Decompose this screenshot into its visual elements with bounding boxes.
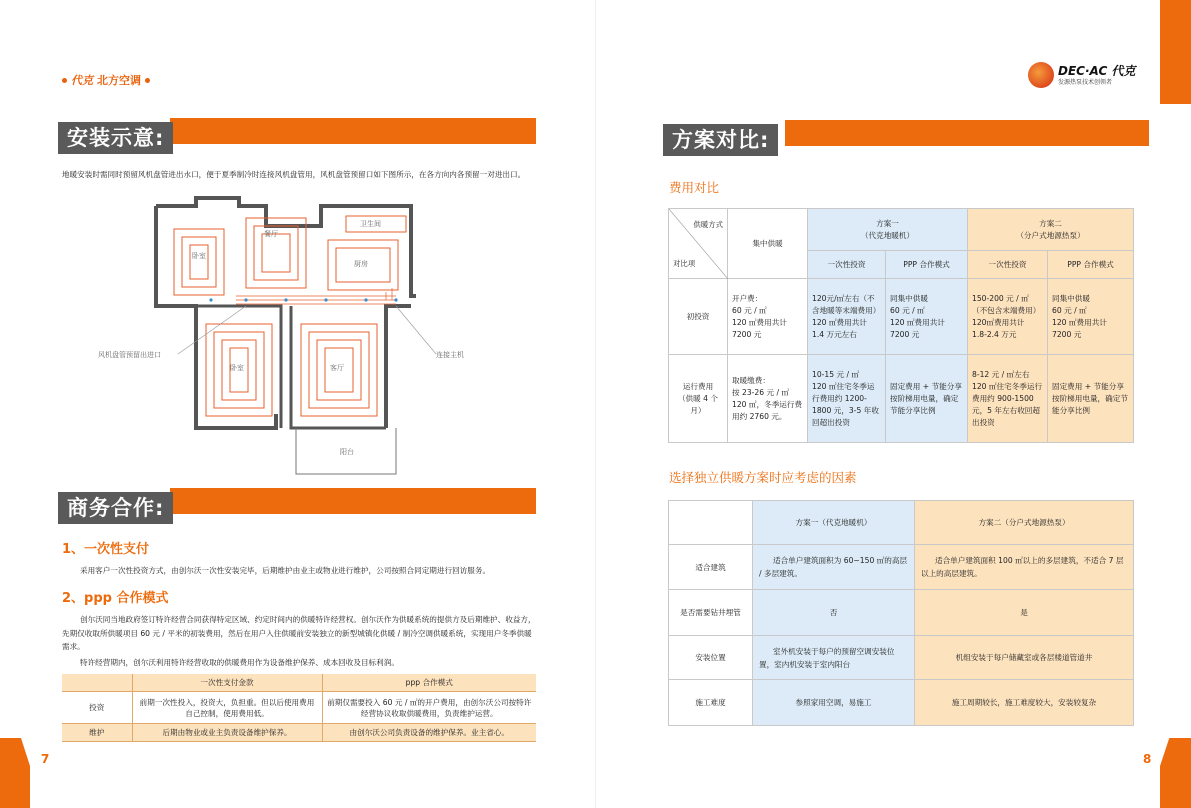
plan2-sub: （分户式地源热泵） (1016, 230, 1085, 240)
table-cell: 前期一次性投入，投资大，负担重。但以后使用费用自己控制，使用费用低。 (132, 692, 322, 724)
corner-top-label: 供暖方式 (693, 220, 723, 229)
section2-text-b: 特许经营期内，创尔沃利用特许经营收取的供暖费用作为设备维护保养、成本回收及目标利润。 (80, 658, 399, 667)
table-cell: 同集中供暖 60 元 / ㎡ 120 ㎡费用共计 7200 元 (886, 279, 968, 355)
brand-name: 代克 (71, 74, 93, 87)
table-row (669, 680, 1134, 726)
outlet-label: 风机盘管预留出进口 (98, 351, 161, 359)
floor-plan-diagram (96, 196, 536, 478)
table-cell: 施工周期较长，施工难度较大，安装较复杂 (915, 680, 1134, 726)
row-label-main: 运行费用 (682, 381, 714, 391)
install-title: 安装示意: (58, 122, 173, 154)
table-row (669, 355, 1134, 443)
table-cell: 参照家用空调，易施工 (753, 680, 915, 726)
plan1-header (808, 209, 968, 251)
table-cell: 固定费用 + 节能分享 按阶梯用电量，确定节能分享比例 (1048, 355, 1134, 443)
table-cell: 120元/㎡左右（不含地暖等末端费用） 120 ㎡费用共计 1.4 万元左右 (808, 279, 886, 355)
table-header-cell: 方案一（代克地暖机） (753, 501, 915, 545)
globe-logo-icon (1028, 62, 1054, 88)
host-label: 连接主机 (436, 351, 464, 359)
row-label: 初投资 (669, 279, 728, 355)
section2-text-a: 创尔沃同当地政府签订特许经营合同获得特定区域、约定时间内的供暖特许经营权。创尔沃作为供暖系统的提供方及后期维护、收益方，先期仅收取所供暖项目 60 元 / 平米的初装费用，然后在用户入住供暖前安装独立的新型城镇化供暖 / 制冷空调供暖系统，实现用户冬季供暖需求。 (62, 615, 536, 651)
biz-title: 商务合作: (58, 492, 173, 524)
table-cell: 适合单户建筑面积 100 ㎡以上的多层建筑，不适合 7 层以上的高层建筑。 (915, 545, 1134, 590)
wall-top (156, 198, 416, 296)
section1-title: 1、一次性支付 (62, 542, 150, 557)
table-row (669, 545, 1134, 590)
biz-heading (58, 488, 536, 524)
install-description: 地暖安装时需同时预留风机盘管进出水口，便于夏季制冷时连接风机盘管用，风机盘管预留口如下图所示，在各方向内各预留一对进出口。 (62, 170, 526, 179)
left-corner-tab (0, 738, 30, 808)
table-header-cell: 方案二（分户式地源热泵） (915, 501, 1134, 545)
table-row (669, 636, 1134, 680)
host-leader-line (396, 306, 436, 354)
plan1-sub: （代克地暖机） (860, 230, 915, 240)
table-header-cell (62, 674, 132, 692)
table-header-cell (669, 501, 753, 545)
table-row (669, 590, 1134, 636)
factors-title: 选择独立供暖方案时应考虑的因素 (669, 470, 857, 485)
row-label (669, 355, 728, 443)
table-cell: 否 (753, 590, 915, 636)
table-cell: 取暖缴费： 按 23-26 元 / ㎡ 120 ㎡，冬季运行费用约 2760 元。 (728, 355, 808, 443)
brand-sub: 北方空调 (97, 74, 141, 87)
room-label: 客厅 (330, 364, 344, 372)
room-label: 厨房 (354, 260, 368, 268)
cost-title: 费用对比 (669, 180, 720, 195)
table-cell: 开户费： 60 元 / ㎡ 120 ㎡费用共计 7200 元 (728, 279, 808, 355)
table-cell: 8-12 元 / ㎡左右 120 ㎡住宅冬季运行费用约 900-1500 元，5 年左右收回超出投资 (968, 355, 1048, 443)
table-cell: 是 (915, 590, 1134, 636)
outlet-leader-line (178, 306, 246, 354)
table-corner-cell (669, 209, 728, 279)
subcol-header: PPP 合作模式 (1048, 251, 1134, 279)
subcol-header: 一次性投资 (968, 251, 1048, 279)
bullet-icon (62, 78, 67, 83)
cost-compare-table (668, 208, 1134, 443)
table-header-cell: ppp 合作模式 (322, 674, 536, 692)
install-heading (58, 118, 536, 154)
plan-heading (663, 120, 1139, 156)
room-label: 阳台 (340, 448, 354, 456)
section2-title: 2、ppp 合作模式 (62, 591, 169, 606)
row-label-sub: （供暖 4 个月） (677, 393, 719, 415)
table-header-row (62, 674, 536, 692)
table-cell: 后期由物业或业主负责设备维护保养。 (132, 724, 322, 742)
page-number: 8 (1143, 752, 1152, 766)
plan1-label: 方案一 (876, 218, 899, 228)
left-header-logo (62, 72, 150, 88)
row-label: 是否需要钻井埋管 (669, 590, 753, 636)
right-header-logo (1028, 62, 1135, 88)
table-cell: 机组安装于每户储藏室或各层楼道管道井 (915, 636, 1134, 680)
right-corner-tab (1160, 738, 1191, 808)
subcol-header: 一次性投资 (808, 251, 886, 279)
section1-text: 采用客户一次性投资方式，由创尔沃一次性安装完毕，后期维护由业主或物业进行维护，公司按照合同定期进行回访服务。 (80, 566, 491, 575)
table-cell: 同集中供暖 60 元 / ㎡ 120 ㎡费用共计 7200 元 (1048, 279, 1134, 355)
plan-title: 方案对比: (663, 124, 778, 156)
table-header-row (669, 209, 1134, 251)
brand-slogan: 发源热泵技术创领者 (1058, 78, 1113, 86)
row-label: 施工难度 (669, 680, 753, 726)
table-row (62, 724, 536, 742)
room-label: 卫生间 (360, 220, 381, 228)
right-top-tab (1160, 0, 1191, 104)
wall-right (386, 306, 411, 428)
central-header: 集中供暖 (728, 209, 808, 279)
table-cell: 投资 (62, 692, 132, 724)
room-label: 卧室 (192, 252, 206, 260)
table-row (669, 279, 1134, 355)
bullet-icon (145, 78, 150, 83)
corner-bottom-label: 对比项 (673, 259, 696, 268)
table-row (62, 692, 536, 724)
table-cell: 前期仅需要投入 60 元 / ㎡的开户费用，由创尔沃公司按特许经营协议收取供暖费用，负责维护运营。 (322, 692, 536, 724)
pipe-lines (236, 296, 396, 304)
table-cell: 固定费用 + 节能分享 按阶梯用电量，确定节能分享比例 (886, 355, 968, 443)
subcol-header: PPP 合作模式 (886, 251, 968, 279)
table-cell: 150-200 元 / ㎡ （不包含末端费用） 120㎡费用共计 1.8-2.4 万元 (968, 279, 1048, 355)
heading-bar (170, 488, 536, 514)
plan2-header (968, 209, 1134, 251)
table-header-row (669, 501, 1134, 545)
table-cell: 适合单户建筑面积为 60~150 ㎡的高层 / 多层建筑。 (753, 545, 915, 590)
plan2-label: 方案二 (1039, 218, 1062, 228)
room-label: 餐厅 (264, 230, 278, 238)
payment-compare-table (62, 674, 536, 742)
brand-name: DEC·AC 代克 (1058, 63, 1136, 78)
room-label: 卧室 (230, 364, 244, 372)
factors-table (668, 500, 1134, 726)
page-number: 7 (41, 752, 50, 766)
page-gutter (595, 0, 596, 808)
row-label: 适合建筑 (669, 545, 753, 590)
table-cell: 由创尔沃公司负责设备的维护保养。业主省心。 (322, 724, 536, 742)
heading-bar (170, 118, 536, 144)
table-cell: 室外机安装于每户的预留空调安装位置，室内机安装于室内阳台 (753, 636, 915, 680)
table-cell: 10-15 元 / ㎡ 120 ㎡住宅冬季运行费用约 1200-1800 元，3-5 年收回超出投资 (808, 355, 886, 443)
table-cell: 维护 (62, 724, 132, 742)
coil-dining (246, 218, 306, 288)
row-label: 安装位置 (669, 636, 753, 680)
table-header-cell: 一次性支付金款 (132, 674, 322, 692)
heading-bar (785, 120, 1149, 146)
